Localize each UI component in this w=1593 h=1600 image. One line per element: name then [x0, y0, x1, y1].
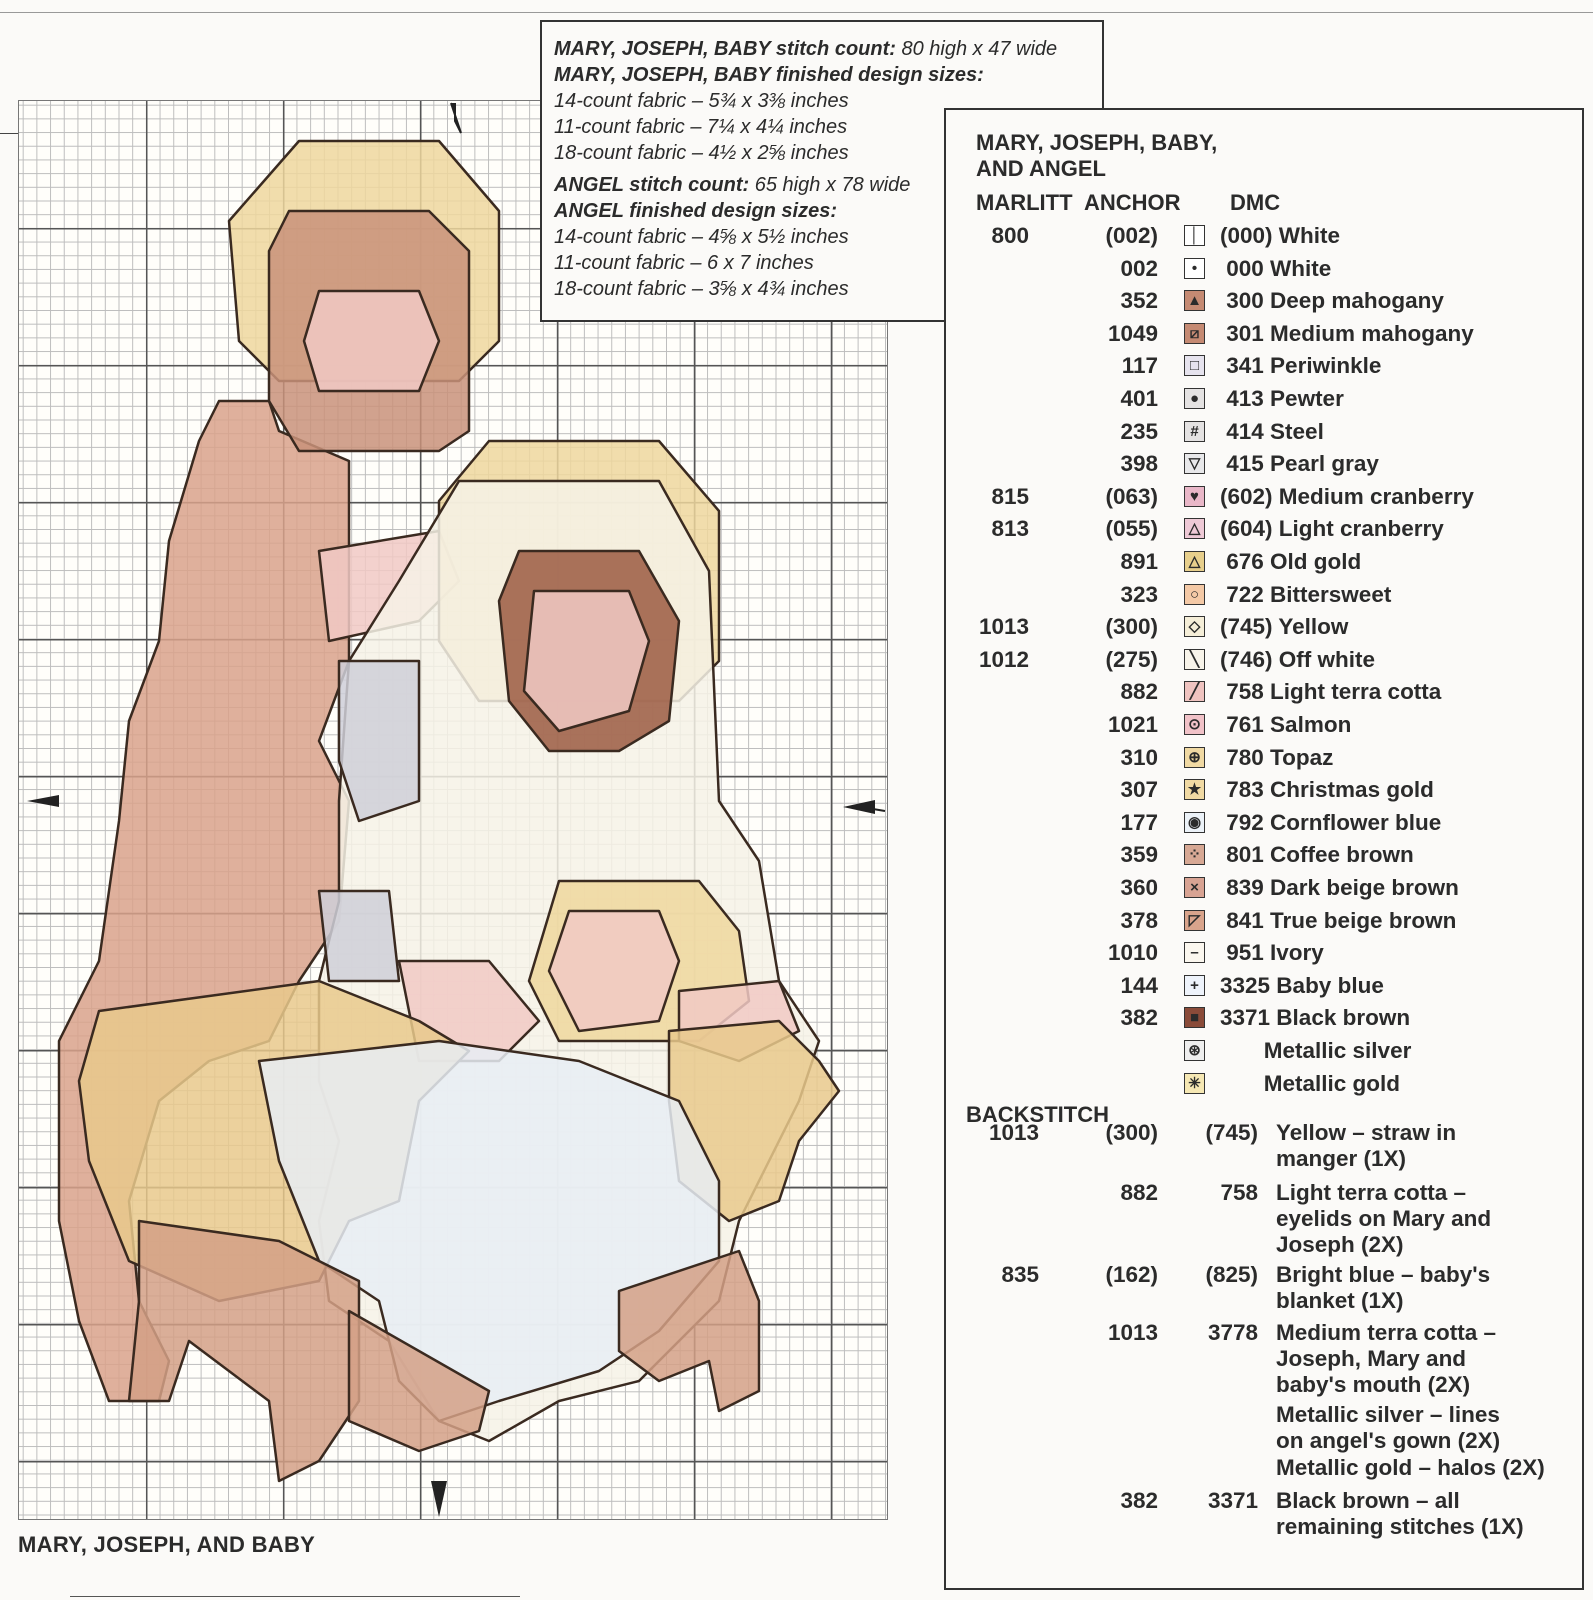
- key-row: [946, 1002, 1586, 1034]
- bottom-rule: [70, 1596, 520, 1597]
- angel-size-14: 14-count fabric – 4⅝ x 5½ inches: [554, 226, 849, 248]
- key-row: [946, 839, 1586, 871]
- key-row: [946, 416, 1586, 448]
- dmc-color-name: 000 White: [1220, 255, 1332, 281]
- backstitch-description: [1276, 1320, 1496, 1398]
- marlitt-number: 1012: [978, 646, 1029, 672]
- anchor-number: 1021: [1107, 712, 1158, 737]
- key-row: [946, 970, 1586, 1002]
- backstitch-dmc: (745): [1205, 1120, 1258, 1145]
- backstitch-description-line: Metallic gold – halos (2X): [1276, 1455, 1545, 1480]
- joseph-face: [304, 291, 439, 391]
- dmc-color-name: 3371 Black brown: [1220, 1005, 1411, 1031]
- backstitch-description-line: Yellow – straw in: [1276, 1120, 1457, 1145]
- stitch-symbol-icon: ◸: [1184, 910, 1205, 931]
- dmc-color-name: (604) Light cranberry: [1220, 516, 1444, 542]
- angel-size-18: 18-count fabric – 3⅝ x 4¾ inches: [554, 278, 849, 300]
- key-row: [946, 774, 1586, 806]
- key-row: [946, 481, 1586, 513]
- col-header-anchor: ANCHOR: [1084, 190, 1181, 215]
- mjb-size-11: 11-count fabric – 7¼ x 4¼ inches: [554, 116, 848, 138]
- dmc-color-name: (746) Off white: [1220, 646, 1376, 672]
- backstitch-marlitt: 835: [1001, 1262, 1039, 1287]
- stitch-symbol-icon: •: [1184, 258, 1205, 279]
- arrow-right-head: [843, 800, 875, 814]
- backstitch-dmc: 758: [1220, 1180, 1258, 1205]
- angel-count-value: 65 high x 78 wide: [749, 174, 911, 196]
- backstitch-dmc: (825): [1205, 1262, 1258, 1287]
- stitch-symbol-icon: ★: [1184, 779, 1205, 800]
- anchor-number: 382: [1120, 1005, 1158, 1031]
- dmc-color-name: 839 Dark beige brown: [1220, 875, 1459, 900]
- anchor-number: 401: [1120, 386, 1158, 411]
- marlitt-number: 1013: [978, 614, 1029, 640]
- dmc-color-name: 301 Medium mahogany: [1220, 320, 1474, 346]
- stitch-symbol-icon: ⊙: [1184, 714, 1205, 735]
- stitch-symbol-icon: ■: [1184, 1007, 1205, 1028]
- dmc-color-name: 300 Deep mahogany: [1220, 288, 1444, 314]
- stitch-symbol-icon: ●: [1184, 388, 1205, 409]
- dmc-color-name: 722 Bittersweet: [1220, 581, 1392, 607]
- mjb-count-label: MARY, JOSEPH, BABY stitch count:: [554, 38, 896, 60]
- backstitch-description-line: Joseph, Mary and: [1276, 1346, 1467, 1371]
- stitch-symbol-icon: ◇: [1184, 616, 1205, 637]
- backstitch-anchor: 882: [1120, 1180, 1158, 1205]
- key-row: [946, 383, 1586, 415]
- key-row: [946, 872, 1586, 904]
- stitch-symbol-icon: ○: [1184, 584, 1205, 605]
- mjb-size-14: 14-count fabric – 5¾ x 3⅜ inches: [554, 90, 849, 112]
- anchor-number: 882: [1120, 679, 1158, 705]
- mary-shadow-2: [319, 891, 399, 981]
- anchor-number: 891: [1120, 549, 1158, 574]
- stitch-symbol-icon: ⊛: [1184, 1040, 1205, 1061]
- key-row: [946, 742, 1586, 774]
- dmc-color-name: (000) White: [1220, 223, 1341, 248]
- color-key-box: [944, 108, 1584, 1590]
- stitch-symbol-icon: ▲: [1184, 290, 1205, 311]
- stitch-symbol-icon: ×: [1184, 877, 1205, 898]
- anchor-number: 144: [1120, 972, 1158, 998]
- key-row: [946, 220, 1586, 252]
- backstitch-description-line: baby's mouth (2X): [1276, 1372, 1471, 1397]
- stitch-symbol-icon: ◉: [1184, 812, 1205, 833]
- arrow-bottom: [431, 1481, 447, 1517]
- dmc-color-name: (602) Medium cranberry: [1220, 483, 1474, 509]
- key-row: [946, 546, 1586, 578]
- stitch-symbol-icon: ♥: [1184, 486, 1205, 507]
- dmc-color-name: 783 Christmas gold: [1220, 777, 1434, 803]
- stitch-symbol-icon: ╱: [1184, 681, 1205, 702]
- stitch-symbol-icon: □: [1184, 355, 1205, 376]
- anchor-number: (300): [1105, 614, 1158, 640]
- key-row: [946, 318, 1586, 350]
- dmc-color-name: 780 Topaz: [1220, 744, 1334, 770]
- stitch-symbol-icon: △: [1184, 518, 1205, 539]
- chart-caption: MARY, JOSEPH, AND BABY: [18, 1532, 316, 1557]
- stitch-symbol-icon: ✳: [1184, 1073, 1205, 1094]
- dmc-color-name: 414 Steel: [1220, 418, 1324, 444]
- marlitt-number: 800: [991, 223, 1029, 248]
- mary-face: [524, 591, 649, 731]
- key-row: [946, 709, 1586, 741]
- dmc-color-name: 3325 Baby blue: [1220, 972, 1384, 998]
- anchor-number: 1010: [1107, 940, 1158, 966]
- backstitch-description: [1276, 1120, 1456, 1172]
- mary-shadow: [339, 661, 419, 821]
- anchor-number: (275): [1105, 646, 1158, 672]
- col-header-dmc: DMC: [1230, 190, 1281, 215]
- anchor-number: 1049: [1107, 320, 1158, 346]
- backstitch-title: BACKSTITCH: [966, 1102, 1109, 1127]
- anchor-number: 117: [1121, 353, 1158, 379]
- stitch-symbol-icon: ╲: [1184, 649, 1205, 670]
- anchor-number: 307: [1120, 777, 1158, 803]
- mjb-sizes-heading: MARY, JOSEPH, BABY finished design sizes:: [554, 64, 984, 86]
- angel-size-11: 11-count fabric – 6 x 7 inches: [554, 252, 814, 274]
- marlitt-number: 813: [991, 516, 1029, 542]
- backstitch-description-line: Medium terra cotta –: [1276, 1320, 1497, 1345]
- key-row: [946, 937, 1586, 969]
- backstitch-description: [1276, 1488, 1524, 1540]
- anchor-number: 323: [1120, 581, 1158, 607]
- key-title-line1: MARY, JOSEPH, BABY,: [976, 130, 1218, 155]
- backstitch-anchor: (162): [1105, 1262, 1158, 1287]
- stitch-symbol-icon: #: [1184, 421, 1205, 442]
- col-header-marlitt: MARLITT: [976, 190, 1073, 215]
- dmc-color-name: 758 Light terra cotta: [1220, 679, 1442, 705]
- key-row: [946, 807, 1586, 839]
- anchor-number: 378: [1120, 907, 1158, 933]
- anchor-number: 398: [1120, 451, 1158, 477]
- backstitch-description-line: Bright blue – baby's: [1276, 1262, 1491, 1287]
- dmc-color-name: 792 Cornflower blue: [1220, 809, 1442, 835]
- stitch-symbol-icon: +: [1184, 975, 1205, 996]
- dmc-color-name: 415 Pearl gray: [1220, 451, 1379, 477]
- stitch-symbol-icon: △: [1184, 551, 1205, 572]
- mjb-sizes-label: [554, 62, 1092, 88]
- backstitch-dmc: 3778: [1207, 1320, 1258, 1345]
- dmc-color-name: (745) Yellow: [1220, 614, 1349, 640]
- dmc-color-name: Metallic gold: [1220, 1070, 1401, 1096]
- key-row: [946, 905, 1586, 937]
- key-title-line2: AND ANGEL: [976, 156, 1106, 181]
- dmc-color-name: 801 Coffee brown: [1220, 842, 1414, 868]
- dmc-color-name: 413 Pewter: [1220, 386, 1344, 411]
- angel-count-label: ANGEL stitch count:: [554, 174, 750, 196]
- angel-sizes-heading: ANGEL finished design sizes:: [554, 200, 838, 222]
- backstitch-description-line: eyelids on Mary and: [1276, 1206, 1492, 1231]
- anchor-number: (002): [1105, 223, 1158, 248]
- stitch-symbol-icon: │: [1184, 225, 1205, 246]
- key-row: [946, 676, 1586, 708]
- key-row: [946, 644, 1586, 676]
- stitch-symbol-icon: ⧄: [1184, 323, 1205, 344]
- anchor-number: 235: [1120, 418, 1158, 444]
- dmc-color-name: 761 Salmon: [1220, 712, 1352, 737]
- arrow-top: [451, 103, 461, 133]
- dmc-color-name: Metallic silver: [1220, 1038, 1412, 1063]
- key-row: [946, 611, 1586, 643]
- backstitch-description-line: remaining stitches (1X): [1276, 1514, 1524, 1539]
- dmc-color-name: 841 True beige brown: [1220, 907, 1457, 933]
- key-row: [946, 253, 1586, 285]
- stitch-symbol-icon: ⁘: [1184, 844, 1205, 865]
- backstitch-marlitt: 1013: [988, 1120, 1039, 1145]
- anchor-number: (055): [1105, 516, 1158, 542]
- key-row: [946, 1068, 1586, 1100]
- dmc-color-name: 951 Ivory: [1220, 940, 1324, 966]
- backstitch-anchor: 382: [1120, 1488, 1158, 1513]
- arrow-left: [27, 795, 59, 807]
- anchor-number: 177: [1120, 809, 1158, 835]
- backstitch-description: [1276, 1180, 1491, 1258]
- backstitch-anchor: (300): [1105, 1120, 1158, 1145]
- backstitch-description-line: on angel's gown (2X): [1276, 1428, 1501, 1453]
- mjb-size-18: 18-count fabric – 4½ x 2⅝ inches: [554, 142, 849, 164]
- dmc-color-name: 341 Periwinkle: [1220, 353, 1382, 379]
- backstitch-description: [1276, 1262, 1490, 1314]
- backstitch-dmc: 3371: [1207, 1488, 1258, 1513]
- key-title: [976, 130, 1217, 182]
- mjb-stitch-count: [554, 36, 1092, 62]
- anchor-number: 359: [1120, 842, 1158, 868]
- anchor-number: 002: [1120, 255, 1158, 281]
- anchor-number: 360: [1120, 875, 1158, 900]
- top-rule: [0, 12, 1593, 13]
- anchor-number: 352: [1120, 288, 1158, 314]
- key-row: [946, 1035, 1586, 1067]
- backstitch-description: [1276, 1455, 1545, 1481]
- backstitch-description-line: Joseph (2X): [1276, 1232, 1404, 1257]
- stitch-symbol-icon: ▽: [1184, 453, 1205, 474]
- backstitch-description-line: Black brown – all: [1276, 1488, 1460, 1513]
- mjb-count-value: 80 high x 47 wide: [895, 38, 1058, 60]
- key-row: [946, 513, 1586, 545]
- anchor-number: (063): [1105, 483, 1158, 509]
- anchor-number: 310: [1120, 744, 1158, 770]
- backstitch-description-line: manger (1X): [1276, 1146, 1407, 1171]
- dmc-color-name: 676 Old gold: [1220, 549, 1362, 574]
- backstitch-anchor: 1013: [1107, 1320, 1158, 1345]
- key-row: [946, 285, 1586, 317]
- backstitch-description-line: Metallic silver – lines: [1276, 1402, 1500, 1427]
- marlitt-number: 815: [991, 483, 1029, 509]
- key-row: [946, 448, 1586, 480]
- stitch-symbol-icon: ⊕: [1184, 747, 1205, 768]
- backstitch-description-line: Light terra cotta –: [1276, 1180, 1467, 1205]
- key-row: [946, 350, 1586, 382]
- stitch-symbol-icon: –: [1184, 942, 1205, 963]
- backstitch-description-line: blanket (1X): [1276, 1288, 1404, 1313]
- backstitch-description: [1276, 1402, 1500, 1454]
- key-row: [946, 579, 1586, 611]
